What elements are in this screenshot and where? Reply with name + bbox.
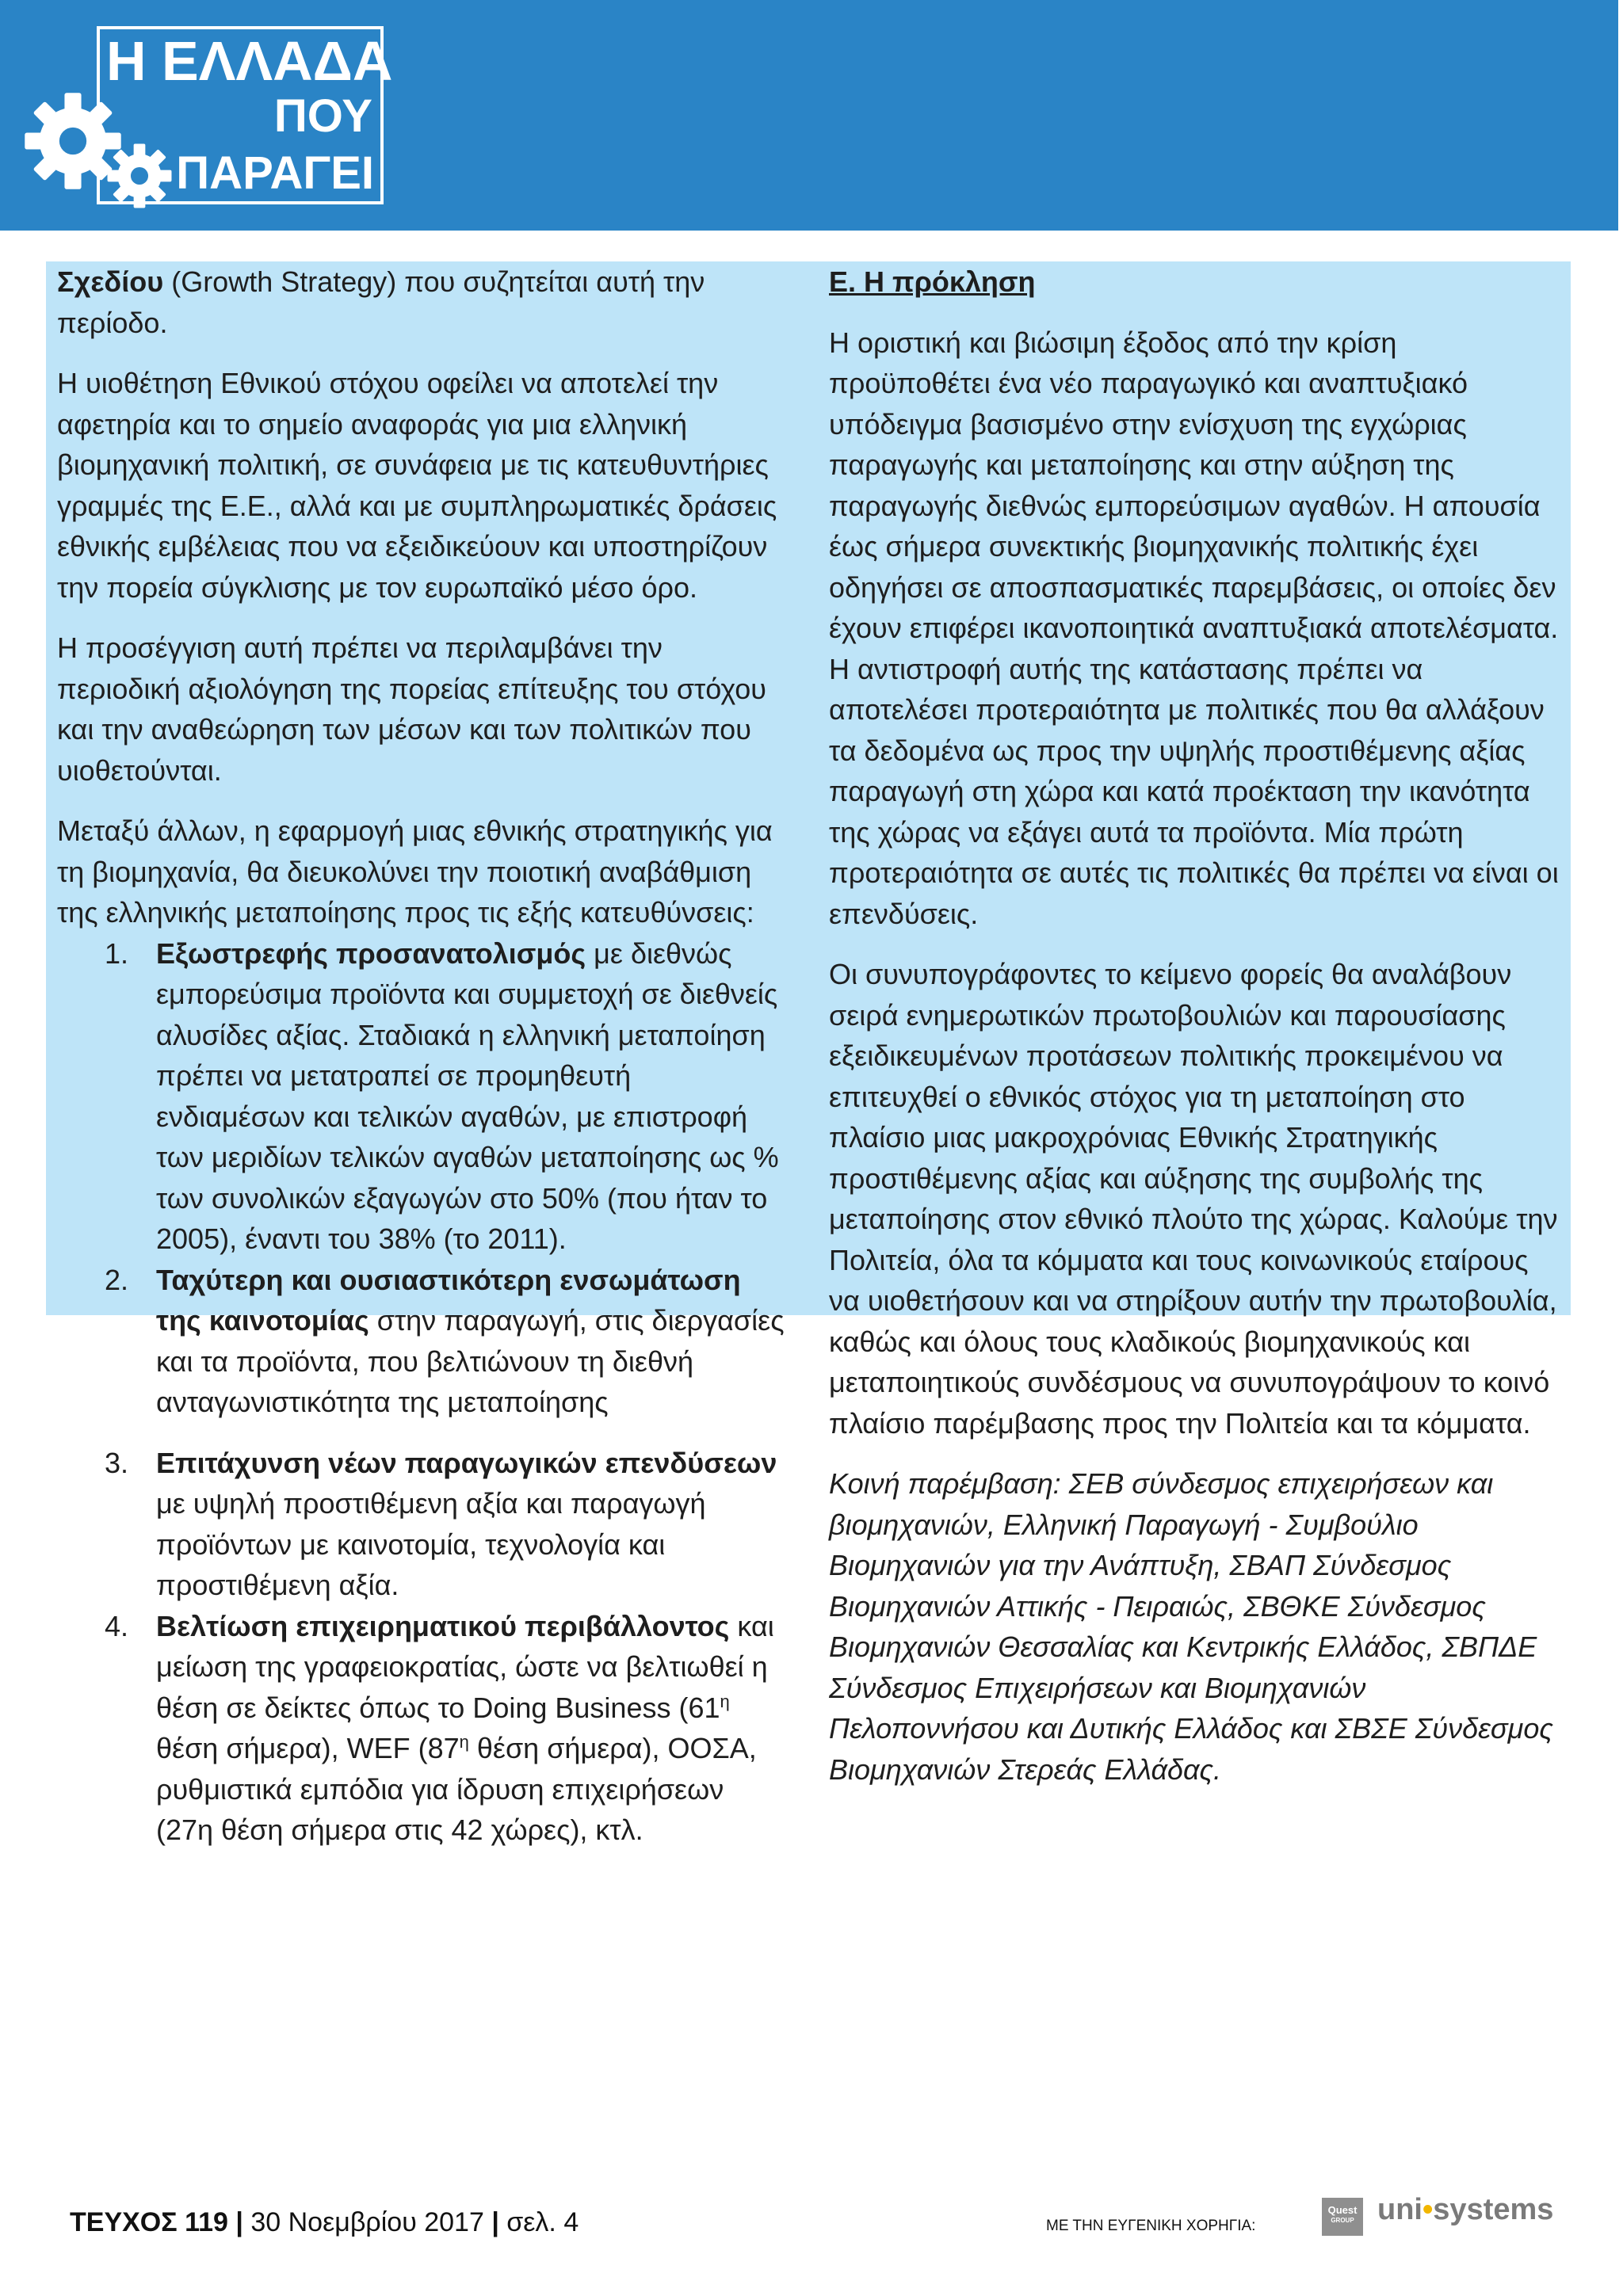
- list-item-title: Βελτίωση επιχειρηματικού περιβάλλοντος: [156, 1609, 730, 1642]
- list-number: 4.: [105, 1609, 129, 1642]
- separator: |: [483, 2207, 507, 2237]
- paragraph: [57, 261, 786, 343]
- directions-list: [57, 933, 786, 1851]
- left-column: [57, 261, 786, 1851]
- list-item-title: Ταχύτερη και ουσιαστικότερη ενσωμάτωση της καινοτομίας: [156, 1263, 741, 1337]
- paragraph-text: (Growth Strategy) που συζητείται αυτή την περίοδο.: [57, 265, 705, 339]
- footer-issue-info: [70, 2207, 579, 2238]
- logo-title-line3: ΠΑΡΑΓΕΙ: [176, 147, 374, 199]
- superscript: η: [459, 1732, 469, 1752]
- paragraph: Η υιοθέτηση Εθνικού στόχου οφείλει να αποτελεί την αφετηρία και το σημείο αναφοράς για μια ελληνική βιομηχανική πολιτική, σε συνάφεια με τις κατευθυντήριες γραμμές της Ε.Ε., αλλά και με συμπληρωματικές δράσεις εθνικής εμβέλειας που να εξειδικεύουν και υποστηρίζουν την πορεία σύγκλισης με τον ευρωπαϊκό μέσο όρο.: [57, 367, 777, 604]
- unisystems-logo: [1377, 2193, 1553, 2227]
- superscript: η: [720, 1691, 730, 1711]
- list-item-text: θέση σήμερα), WEF (87: [156, 1732, 460, 1764]
- list-item: [57, 1443, 786, 1606]
- list-item: [57, 1260, 786, 1423]
- section-heading: Ε. Η πρόκληση: [829, 265, 1036, 298]
- list-number: 2.: [105, 1263, 129, 1296]
- list-item-text: και μείωση της γραφειοκρατίας, ώστε να βελτιωθεί η θέση σε δείκτες όπως το Doing Business (61: [156, 1609, 774, 1724]
- unisystems-logo-text: systems: [1433, 2193, 1554, 2226]
- signatories-paragraph: Κοινή παρέμβαση: ΣΕΒ σύνδεσμος επιχειρήσεων και βιομηχανιών, Ελληνική Παραγωγή - Συμβούλιο Βιομηχανιών για την Ανάπτυξη, ΣΒΑΠ Σύνδεσμος Βιομηχανιών Αττικής - Πειραιώς, ΣΒΘΚΕ Σύνδεσμος Βιομηχανιών Θεσσαλίας και Κεντρικής Ελλάδος, ΣΒΠΔΕ Σύνδεσμος Επιχειρήσεων και Βιομηχανιών Πελοποννήσου και Δυτικής Ελλάδος και ΣΒΣΕ Σύνδεσμος Βιομηχανιών Στερεάς Ελλάδας.: [829, 1467, 1553, 1786]
- quest-logo-subtext: GROUP: [1331, 2217, 1354, 2224]
- paragraph: Μεταξύ άλλων, η εφαρμογή μιας εθνικής στρατηγικής για τη βιομηχανία, θα διευκολύνει την ποιοτική αναβάθμιση της ελληνικής μεταποίησης προς τις εξής κατευθύνσεις:: [57, 814, 773, 929]
- paragraph: Οι συνυπογράφοντες το κείμενο φορείς θα αναλάβουν σειρά ενημερωτικών πρωτοβουλιών και παρουσίασης εξειδικευμένων προτάσεων πολιτικής προκειμένου να επιτευχθεί ο εθνικός στόχος για τη μεταποίηση στο πλαίσιο μιας μακροχρόνιας Εθνικής Στρατηγικής προστιθέμενης αξίας και αύξησης της συμβολής της μεταποίησης στον εθνικό πλούτο της χώρας. Καλούμε την Πολιτεία, όλα τα κόμματα και τους κοινωνικούς εταίρους να υιοθετήσουν και να στηρίξουν αυτήν την πρωτοβουλία, καθώς και όλους τους κλαδικούς βιομηχανικούς και μεταποιητικούς συνδέσμους να συνυπογράψουν το κοινό πλαίσιο παρέμβασης προς την Πολιτεία και τα κόμματα.: [829, 958, 1558, 1440]
- page-number: σελ. 4: [506, 2207, 579, 2237]
- unisystems-logo-dot: •: [1422, 2193, 1434, 2226]
- paragraph: Η προσέγγιση αυτή πρέπει να περιλαμβάνει την περιοδική αξιολόγηση της πορείας επίτευξης του στόχου και την αναθεώρηση των μέσων και των πολιτικών που υιοθετούνται.: [57, 631, 766, 787]
- list-item-text: θέση σήμερα), ΟΟΣΑ, ρυθμιστικά εμπόδια για ίδρυση επιχειρήσεων (27η θέση σήμερα στις 42 χώρες), κτλ.: [156, 1732, 757, 1846]
- list-item-title: Εξωστρεφής προσανατολισμός: [156, 936, 586, 970]
- issue-date: 30 Νοεμβρίου 2017: [250, 2207, 484, 2237]
- list-item: [57, 1606, 786, 1851]
- list-item-text: με διεθνώς εμπορεύσιμα προϊόντα και συμμετοχή σε διεθνείς αλυσίδες αξίας. Σταδιακά η ελληνική μεταποίηση πρέπει να μετατραπεί σε προμηθευτή ενδιαμέσων και τελικών αγαθών, με επιστροφή των μεριδίων τελικών αγαθών μεταποίησης ως % των συνολικών εξαγωγών στο 50% (που ήταν το 2005), έναντι του 38% (το 2011).: [156, 936, 779, 1255]
- paragraph: Η οριστική και βιώσιμη έξοδος από την κρίση προϋποθέτει ένα νέο παραγωγικό και αναπτυξιακό υπόδειγμα βασισμένο στην ενίσχυση της εγχώριας παραγωγής και μεταποίησης και στην αύξηση της παραγωγής διεθνώς εμπορεύσιμων αγαθών. Η απουσία έως σήμερα συνεκτικής βιομηχανικής πολιτικής έχει οδηγήσει σε αποσπασματικές παρεμβάσεις, οι οποίες δεν έχουν επιφέρει ικανοποιητικά αναπτυξιακά αποτελέσματα. Η αντιστροφή αυτής της κατάστασης πρέπει να αποτελέσει προτεραιότητα με πολιτικές που θα αλλάξουν τα δεδομένα ως προς την υψηλής προστιθέμενης αξίας παραγωγή στη χώρα και κατά προέκταση την ικανότητα της χώρας να εξάγει αυτά τα προϊόντα. Μία πρώτη προτεραιότητα σε αυτές τις πολιτικές θα πρέπει να είναι οι επενδύσεις.: [829, 326, 1559, 930]
- issue-number: ΤΕΥΧΟΣ 119: [70, 2207, 228, 2237]
- unisystems-logo-text: uni: [1377, 2193, 1423, 2226]
- sponsor-label: ΜΕ ΤΗΝ ΕΥΓΕΝΙΚΗ ΧΟΡΗΓΙΑ:: [1046, 2218, 1256, 2234]
- list-item-text: με υψηλή προστιθέμενη αξία και παραγωγή προϊόντων με καινοτομία, τεχνολογία και προστιθέμενη αξία.: [156, 1487, 706, 1601]
- list-item: [57, 933, 786, 1260]
- gear-icon: [103, 139, 176, 212]
- paragraph-bold-lead: Σχεδίου: [57, 265, 164, 298]
- logo-title-line1: Η ΕΛΛΑΔΑ: [106, 30, 393, 92]
- list-item-text: στην παραγωγή, στις διεργασίες και τα προϊόντα, που βελτιώνουν τη διεθνή ανταγωνιστικότητα της μεταποίησης: [156, 1304, 785, 1418]
- quest-group-logo: [1322, 2198, 1363, 2236]
- list-item-title: Επιτάχυνση νέων παραγωγικών επενδύσεων: [156, 1446, 777, 1479]
- header-banner: [0, 0, 1618, 231]
- separator: |: [227, 2207, 251, 2237]
- list-number: 3.: [105, 1446, 129, 1479]
- right-column: [829, 261, 1562, 1810]
- list-number: 1.: [105, 936, 129, 970]
- quest-logo-text: Quest: [1327, 2204, 1358, 2216]
- logo-title-line2: ΠΟΥ: [273, 90, 372, 142]
